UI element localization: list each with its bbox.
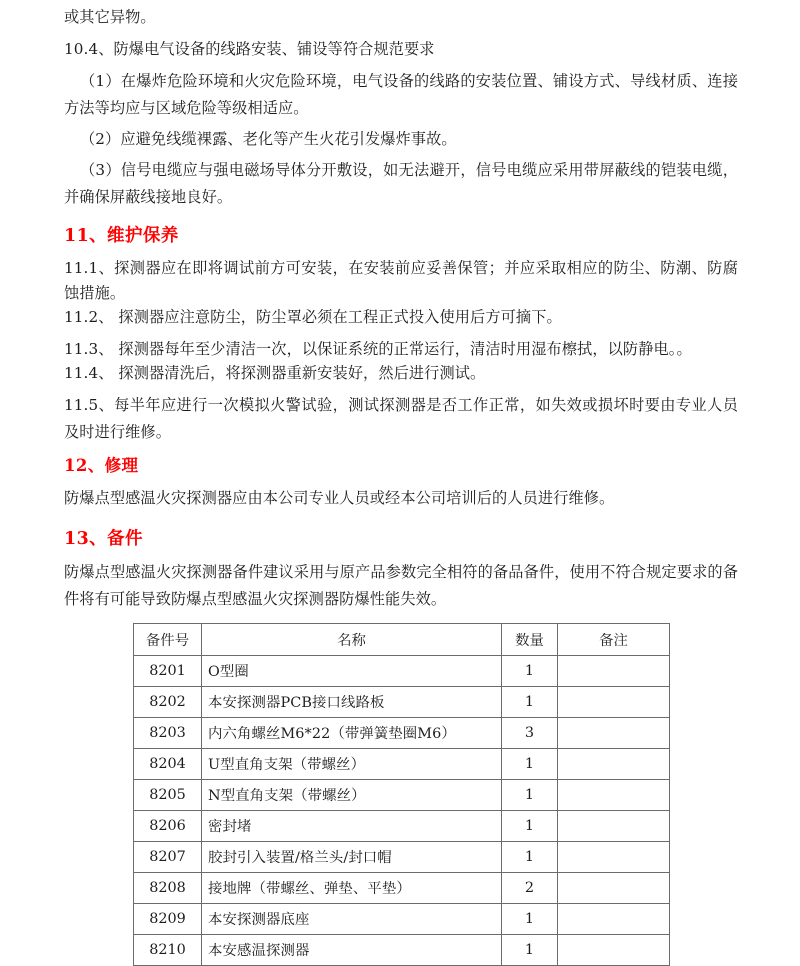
cell-name: 内六角螺丝M6*22（带弹簧垫圈M6）	[202, 717, 502, 748]
spacer-before-section-11	[64, 211, 738, 221]
cell-name: U型直角支架（带螺丝）	[202, 748, 502, 779]
spare-parts-table-wrapper	[133, 613, 669, 966]
cell-code: 8205	[134, 779, 202, 810]
cell-note	[558, 686, 670, 717]
table-header-row	[134, 623, 670, 655]
paragraph-continued: 或其它异物。	[64, 8, 156, 26]
paragraph-11-3: 11.3、 探测器每年至少清洁一次，以保证系统的正常运行，清洁时用湿布檫拭，以防静电。。	[64, 339, 692, 358]
cell-qty: 1	[502, 748, 558, 779]
heading-section-13: 13、备件	[64, 528, 143, 549]
cell-qty: 1	[502, 934, 558, 965]
table-row	[134, 934, 670, 965]
cell-qty: 2	[502, 872, 558, 903]
spacer-before-section-13	[64, 512, 738, 524]
paragraph-11-4: 11.4、 探测器清洗后，将探测器重新安装好，然后进行测试。	[64, 364, 486, 382]
cell-qty: 1	[502, 779, 558, 810]
cell-note	[558, 872, 670, 903]
heading-section-12: 12、修理	[64, 455, 139, 475]
cell-note	[558, 655, 670, 686]
cell-code: 8209	[134, 903, 202, 934]
table-row	[134, 686, 670, 717]
paragraph-section-13-body: 防爆点型感温火灾探测器备件建议采用与原产品参数完全相符的备品备件，使用不符合规定要求的备件将有可能导致防爆点型感温火灾探测器防爆性能失效。	[64, 562, 738, 608]
table-row	[134, 717, 670, 748]
paragraph-10-4-item-1: （1）在爆炸危险环境和火灾危险环境，电气设备的线路的安装位置、铺设方式、导线材质、连接方法等均应与区域危险等级相适应。	[64, 72, 738, 117]
cell-qty: 1	[502, 903, 558, 934]
column-header-note: 备注	[558, 623, 670, 655]
paragraph-10-4-item-3: （3）信号电缆应与强电磁场导体分开敷设，如无法避开，信号电缆应采用带屏蔽线的铠装电缆，并确保屏蔽线接地良好。	[64, 161, 738, 206]
cell-note	[558, 717, 670, 748]
cell-code: 8208	[134, 872, 202, 903]
table-row	[134, 872, 670, 903]
cell-name: 胶封引入装置/格兰头/封口帽	[202, 841, 502, 872]
table-head	[134, 623, 670, 655]
cell-code: 8202	[134, 686, 202, 717]
table-body	[134, 655, 670, 965]
section-11-block	[64, 221, 738, 446]
cell-qty: 1	[502, 655, 558, 686]
cell-qty: 1	[502, 686, 558, 717]
cell-code: 8210	[134, 934, 202, 965]
table-row	[134, 841, 670, 872]
cell-name: 密封堵	[202, 810, 502, 841]
paragraph-11-5: 11.5、每半年应进行一次模拟火警试验，测试探测器是否工作正常，如失效或损坏时要由专业人员及时进行维修。	[64, 395, 738, 441]
cell-name: N型直角支架（带螺丝）	[202, 779, 502, 810]
cell-name: 本安探测器PCB接口线路板	[202, 686, 502, 717]
heading-section-11: 11、维护保养	[64, 226, 179, 246]
cell-qty: 1	[502, 841, 558, 872]
table-row	[134, 903, 670, 934]
section-13-block	[64, 524, 738, 613]
cell-note	[558, 841, 670, 872]
column-header-qty: 数量	[502, 623, 558, 655]
cell-qty: 3	[502, 717, 558, 748]
paragraph-10-4-item-2: （2）应避免线缆裸露、老化等产生火花引发爆炸事故。	[80, 130, 457, 148]
cell-name: O型圈	[202, 655, 502, 686]
cell-note	[558, 903, 670, 934]
cell-code: 8207	[134, 841, 202, 872]
cell-qty: 1	[502, 810, 558, 841]
cell-name: 本安探测器底座	[202, 903, 502, 934]
cell-note	[558, 779, 670, 810]
column-header-code: 备件号	[134, 623, 202, 655]
column-header-name: 名称	[202, 623, 502, 655]
cell-name: 本安感温探测器	[202, 934, 502, 965]
paragraph-11-2: 11.2、 探测器应注意防尘，防尘罩必须在工程正式投入使用后方可摘下。	[64, 308, 562, 326]
section-10-block	[64, 4, 738, 211]
cell-note	[558, 934, 670, 965]
table-row	[134, 748, 670, 779]
section-12-block	[64, 452, 738, 512]
cell-note	[558, 810, 670, 841]
cell-code: 8203	[134, 717, 202, 748]
cell-note	[558, 748, 670, 779]
table-row	[134, 655, 670, 686]
paragraph-10-4: 10.4、防爆电气设备的线路安装、铺设等符合规范要求	[64, 40, 435, 58]
table-row	[134, 779, 670, 810]
spacer	[64, 330, 738, 337]
cell-code: 8206	[134, 810, 202, 841]
cell-code: 8204	[134, 748, 202, 779]
cell-code: 8201	[134, 655, 202, 686]
paragraph-11-1: 11.1、探测器应在即将调试前方可安装，在安装前应妥善保管；并应采取相应的防尘、防潮、防腐蚀措施。	[64, 259, 738, 302]
cell-name: 接地牌（带螺丝、弹垫、平垫）	[202, 872, 502, 903]
paragraph-section-12-body: 防爆点型感温火灾探测器应由本公司专业人员或经本公司培训后的人员进行维修。	[64, 488, 615, 507]
table-row	[134, 810, 670, 841]
spare-parts-table	[133, 623, 670, 966]
